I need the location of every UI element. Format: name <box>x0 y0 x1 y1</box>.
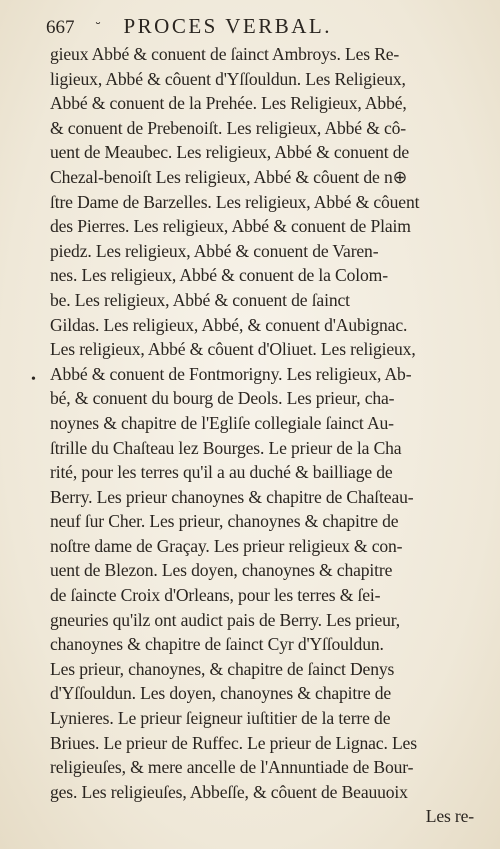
text-line: d'Yſſouldun. Les doyen, chanoynes & chapitre de <box>50 683 392 704</box>
margin-mark: • <box>31 372 36 387</box>
text-line: Les prieur, chanoynes, & chapitre de ſainct Denys <box>50 658 395 679</box>
text-line: noynes & chapitre de l'Egliſe collegiale ſainct Au- <box>50 412 394 433</box>
running-title: PROCES VERBAL. <box>123 14 332 38</box>
text-line: Berry. Les prieur chanoynes & chapitre de Chaſteau- <box>50 486 414 507</box>
text-line: piedz. Les religieux, Abbé & conuent de Varen- <box>50 240 379 261</box>
text-line: ſtre Dame de Barzelles. Les religieux, Abbé & côuent <box>50 191 420 212</box>
text-line: ges. Les religieuſes, Abbeſſe, & côuent de Beauuoix <box>50 781 408 802</box>
text-line: gieux Abbé & conuent de ſainct Ambroys. Les Re- <box>50 44 400 64</box>
text-line: Abbé & conuent de la Prehée. Les Religieux, Abbé, <box>50 93 407 114</box>
text-line: Chezal-benoiſt Les religieux, Abbé & côuent de n⊕ <box>50 166 408 187</box>
text-line: chanoynes & chapitre de ſainct Cyr d'Yſſouldun. <box>50 634 384 655</box>
text-line: gneuries qu'ilz ont audict pais de Berry. Les prieur, <box>50 609 401 630</box>
text-line: & conuent de Prebenoiſt. Les religieux, Abbé & cô- <box>50 117 407 138</box>
text-line: ſtrille du Chaſteau lez Bourges. Le prieur de la Cha <box>50 437 402 458</box>
body-text <box>50 42 482 829</box>
text-line: ligieux, Abbé & côuent d'Yſſouldun. Les Religieux, <box>50 68 406 89</box>
header-mark: ˘ <box>94 21 102 37</box>
page-number: 667 <box>46 17 75 38</box>
catchword: Les re- <box>425 806 474 827</box>
text-line: Briues. Le prieur de Ruffec. Le prieur de Lignac. Les <box>50 732 417 753</box>
text-line: nes. Les religieux, Abbé & conuent de la Colom- <box>50 265 388 286</box>
text-line: be. Les religieux, Abbé & conuent de ſainct <box>50 289 350 310</box>
text-line: rité, pour les terres qu'il a au duché & bailliage de <box>50 462 393 483</box>
page-header <box>46 14 470 39</box>
text-line: uent de Blezon. Les doyen, chanoynes & chapitre <box>50 560 393 581</box>
text-line: Les religieux, Abbé & côuent d'Oliuet. Les religieux, <box>50 339 416 360</box>
text-line: religieuſes, & mere ancelle de l'Annuntiade de Bour- <box>50 757 414 778</box>
text-line: Lynieres. Le prieur ſeigneur iuſtitier de la terre de <box>50 708 391 729</box>
text-line: Gildas. Les religieux, Abbé, & conuent d'Aubignac. <box>50 314 408 335</box>
text-line: uent de Meaubec. Les religieux, Abbé & conuent de <box>50 142 410 163</box>
text-line: Abbé & conuent de Fontmorigny. Les religieux, Ab- <box>50 363 412 384</box>
text-line: de ſaincte Croix d'Orleans, pour les terres & ſei- <box>50 585 381 606</box>
text-line: neuf ſur Cher. Les prieur, chanoynes & chapitre de <box>50 511 399 532</box>
text-line: noſtre dame de Graçay. Les prieur religieux & con- <box>50 535 403 556</box>
text-line: des Pierres. Les religieux, Abbé & conuent de Plaim <box>50 216 411 237</box>
text-line: bé, & conuent du bourg de Deols. Les prieur, cha- <box>50 388 395 409</box>
